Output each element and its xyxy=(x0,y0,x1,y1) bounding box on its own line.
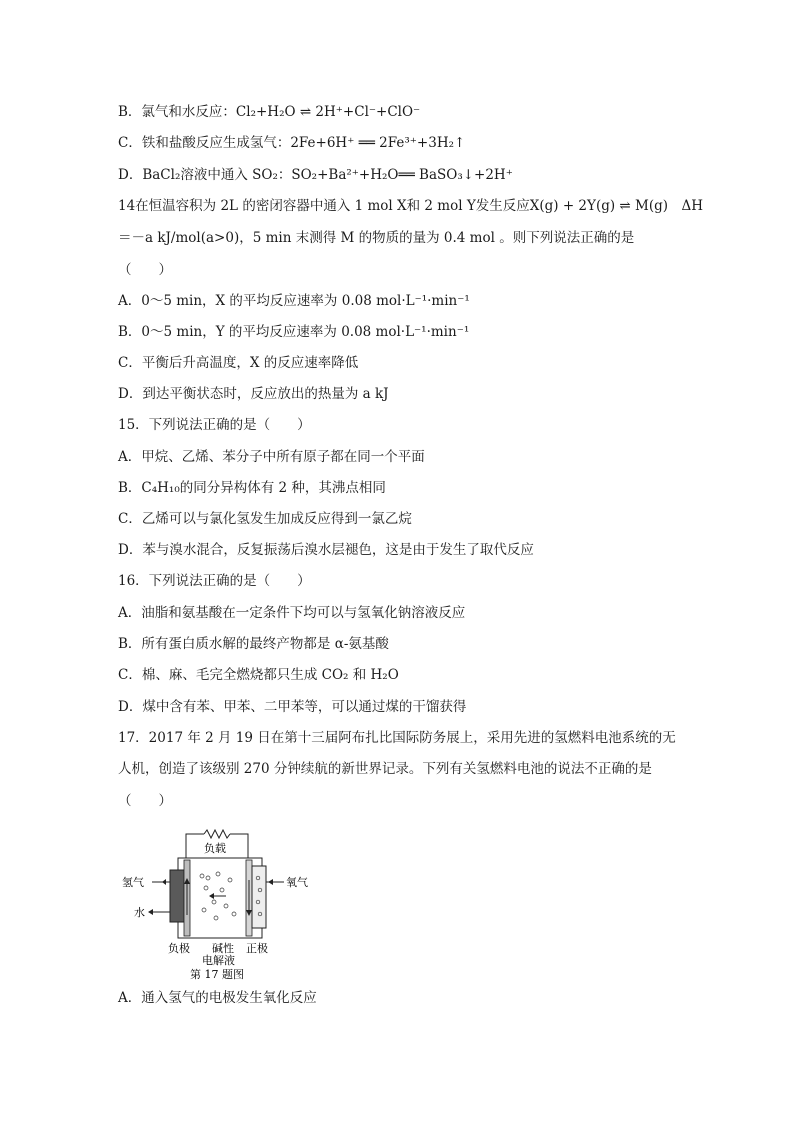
circuit-wire-right xyxy=(230,834,248,858)
cathode-chamber xyxy=(252,866,266,928)
q15-option-d: D．苯与溴水混合，反复振荡后溴水层褪色，这是由于发生了取代反应 xyxy=(118,542,534,558)
q14-stem-2: ＝－a kJ/mol(a>0)，5 min 末测得 M 的物质的量为 0.4 mol 。则下列说法正确的是 xyxy=(118,230,635,246)
q14-option-a: A．0～5 min，X 的平均反应速率为 0.08 mol·L⁻¹·min⁻¹ xyxy=(118,293,470,309)
water-label: 水 xyxy=(134,906,145,919)
q15-option-b: B．C₄H₁₀的同分异构体有 2 种，其沸点相同 xyxy=(118,480,386,496)
circuit-wire xyxy=(186,834,204,858)
cathode-label: 正极 xyxy=(246,942,268,955)
q16-option-a: A．油脂和氨基酸在一定条件下均可以与氢氧化钠溶液反应 xyxy=(118,605,466,621)
anode-chamber xyxy=(170,870,184,922)
option-b: B．氯气和水反应：Cl₂+H₂O ⇌ 2H⁺+Cl⁻+ClO⁻ xyxy=(118,104,421,120)
electrolyte-label-1: 碱性 xyxy=(212,942,234,955)
q17-stem-3: （ ） xyxy=(118,793,172,809)
q16-option-c: C．棉、麻、毛完全燃烧都只生成 CO₂ 和 H₂O xyxy=(118,667,399,683)
q16-stem: 16．下列说法正确的是（ ） xyxy=(118,573,311,589)
q14-option-c: C．平衡后升高温度，X 的反应速率降低 xyxy=(118,355,359,371)
option-d: D．BaCl₂溶液中通入 SO₂：SO₂+Ba²⁺+H₂O══ BaSO₃↓+2H⁺ xyxy=(118,167,513,183)
q14-stem-1: 14在恒温容积为 2L 的密闭容器中通入 1 mol X和 2 mol Y发生反应X(g) + 2Y(g) ⇌ M(g) ΔH xyxy=(118,198,704,214)
q16-option-b: B．所有蛋白质水解的最终产物都是 α-氨基酸 xyxy=(118,636,389,652)
arrow-head-icon xyxy=(162,879,166,885)
q15-option-c: C．乙烯可以与氯化氢发生加成反应得到一氯乙烷 xyxy=(118,511,412,527)
anode-label: 负极 xyxy=(168,942,190,955)
figure-caption: 第 17 题图 xyxy=(190,968,244,980)
fuel-cell-diagram xyxy=(118,820,318,980)
arrow-head-icon xyxy=(268,879,273,885)
q17-option-a: A．通入氢气的电极发生氧化反应 xyxy=(118,990,317,1006)
q15-option-a: A．甲烷、乙烯、苯分子中所有原子都在同一个平面 xyxy=(118,449,425,465)
load-label: 负载 xyxy=(204,842,226,855)
q15-stem: 15．下列说法正确的是（ ） xyxy=(118,417,311,433)
load-resistor-icon xyxy=(204,830,230,838)
q14-stem-3: （ ） xyxy=(118,262,172,278)
arrow-head-icon xyxy=(148,909,153,915)
q14-option-d: D．到达平衡状态时，反应放出的热量为 a kJ xyxy=(118,386,389,402)
electrolyte-label-2: 电解液 xyxy=(202,954,235,967)
option-c: C．铁和盐酸反应生成氢气：2Fe+6H⁺ ══ 2Fe³⁺+3H₂↑ xyxy=(118,135,466,151)
hydrogen-label: 氢气 xyxy=(122,876,144,889)
q14-option-b: B．0～5 min，Y 的平均反应速率为 0.08 mol·L⁻¹·min⁻¹ xyxy=(118,324,470,340)
oxygen-label: 氧气 xyxy=(286,876,308,889)
q17-stem-1: 17．2017 年 2 月 19 日在第十三届阿布扎比国际防务展上，采用先进的氢燃料电池系统的无 xyxy=(118,730,676,746)
q16-option-d: D．煤中含有苯、甲苯、二甲苯等，可以通过煤的干馏获得 xyxy=(118,699,467,715)
fuel-cell-figure xyxy=(118,820,318,980)
q17-stem-2: 人机，创造了该级别 270 分钟续航的新世界记录。下列有关氢燃料电池的说法不正确的是 xyxy=(118,761,652,777)
